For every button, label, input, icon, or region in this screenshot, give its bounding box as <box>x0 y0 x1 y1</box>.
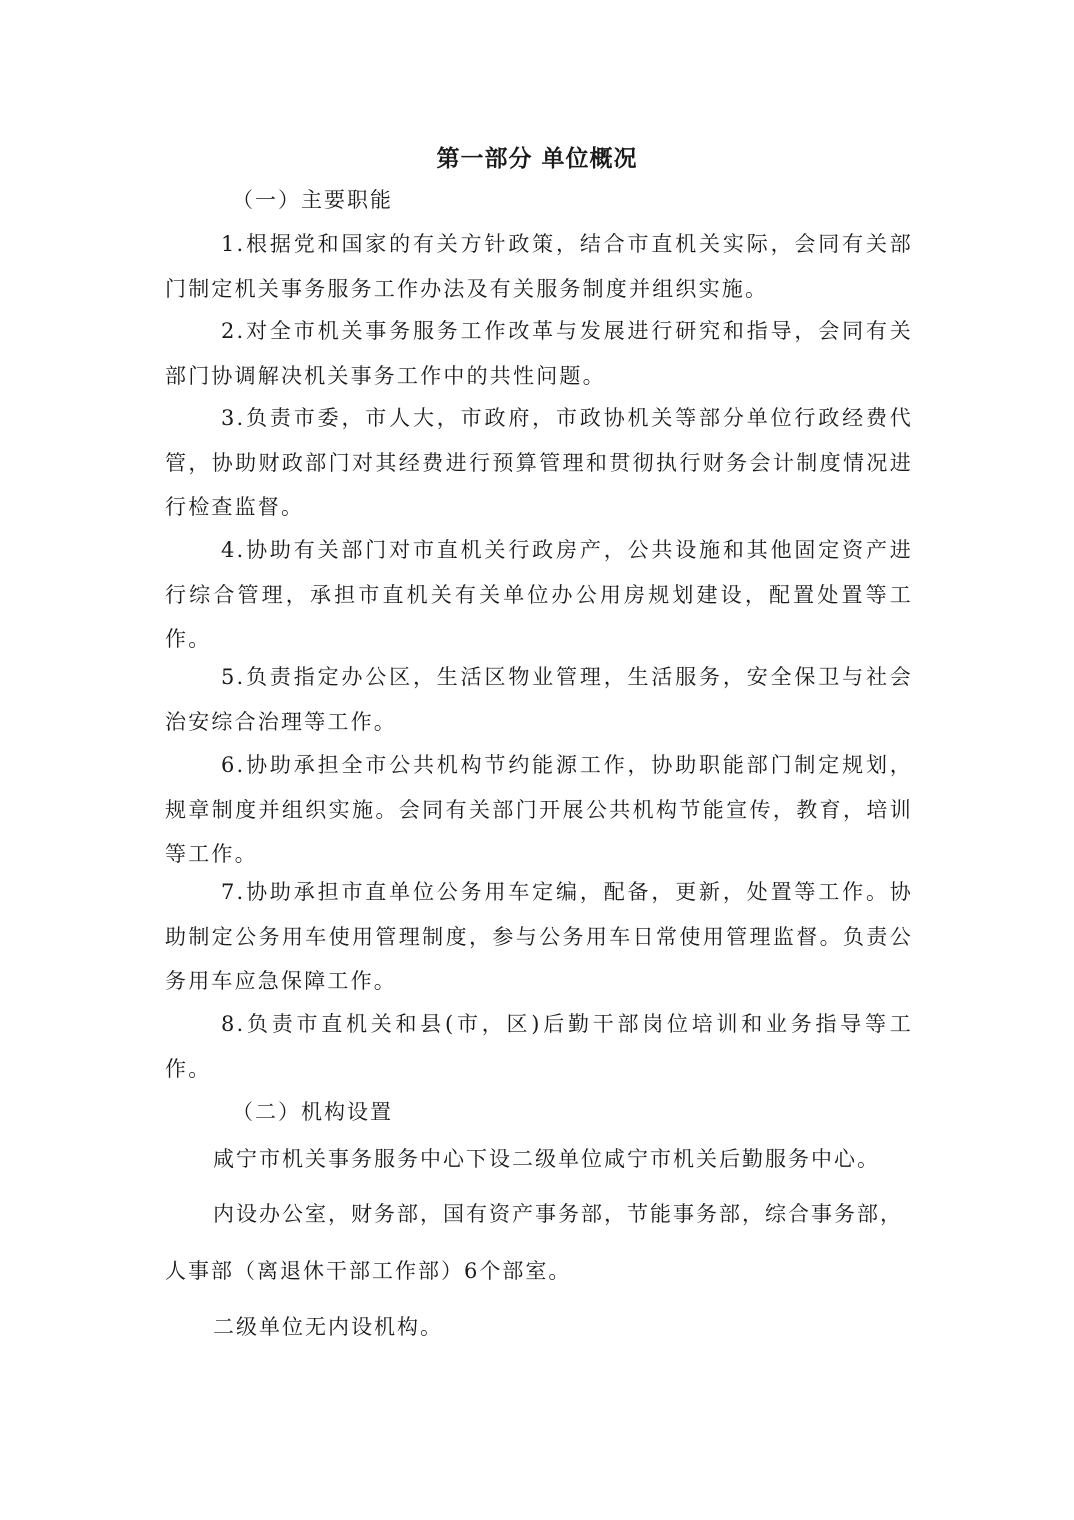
page-title: 第一部分 单位概况 <box>436 146 638 172</box>
function-item-1: 1.根据党和国家的有关方针政策，结合市直机关实际，会同有关部门制定机关事务服务工作办法及有关服务制度并组织实施。 <box>165 232 913 301</box>
section-heading-main-functions: （一）主要职能 <box>232 188 393 212</box>
function-item-4: 4.协助有关部门对市直机关行政房产，公共设施和其他固定资产进行综合管理，承担市直机关有关单位办公用房规划建设，配置处置等工作。 <box>165 538 913 651</box>
organization-line-3: 人事部（离退休干部工作部）6个部室。 <box>165 1259 572 1283</box>
organization-line-1: 咸宁市机关事务服务中心下设二级单位咸宁市机关后勤服务中心。 <box>213 1147 880 1171</box>
function-item-6: 6.协助承担全市公共机构节约能源工作，协助职能部门制定规划，规章制度并组织实施。会同有关部门开展公共机构节能宣传，教育，培训等工作。 <box>165 753 913 866</box>
organization-line-4: 二级单位无内设机构。 <box>213 1315 443 1339</box>
section-heading-organization: （二）机构设置 <box>232 1100 393 1124</box>
function-item-7: 7.协助承担市直单位公务用车定编，配备，更新，处置等工作。协助制定公务用车使用管理制度，参与公务用车日常使用管理监督。负责公务用车应急保障工作。 <box>165 880 913 993</box>
function-item-2: 2.对全市机关事务服务工作改革与发展进行研究和指导，会同有关部门协调解决机关事务工作中的共性问题。 <box>165 319 913 388</box>
function-item-8: 8.负责市直机关和县(市，区)后勤干部岗位培训和业务指导等工作。 <box>165 1012 913 1081</box>
function-item-3: 3.负责市委，市人大，市政府，市政协机关等部分单位行政经费代管，协助财政部门对其经费进行预算管理和贯彻执行财务会计制度情况进行检查监督。 <box>165 406 913 519</box>
organization-line-2: 内设办公室，财务部，国有资产事务部，节能事务部，综合事务部， <box>213 1202 903 1226</box>
function-item-5: 5.负责指定办公区，生活区物业管理，生活服务，安全保卫与社会治安综合治理等工作。 <box>165 665 913 734</box>
